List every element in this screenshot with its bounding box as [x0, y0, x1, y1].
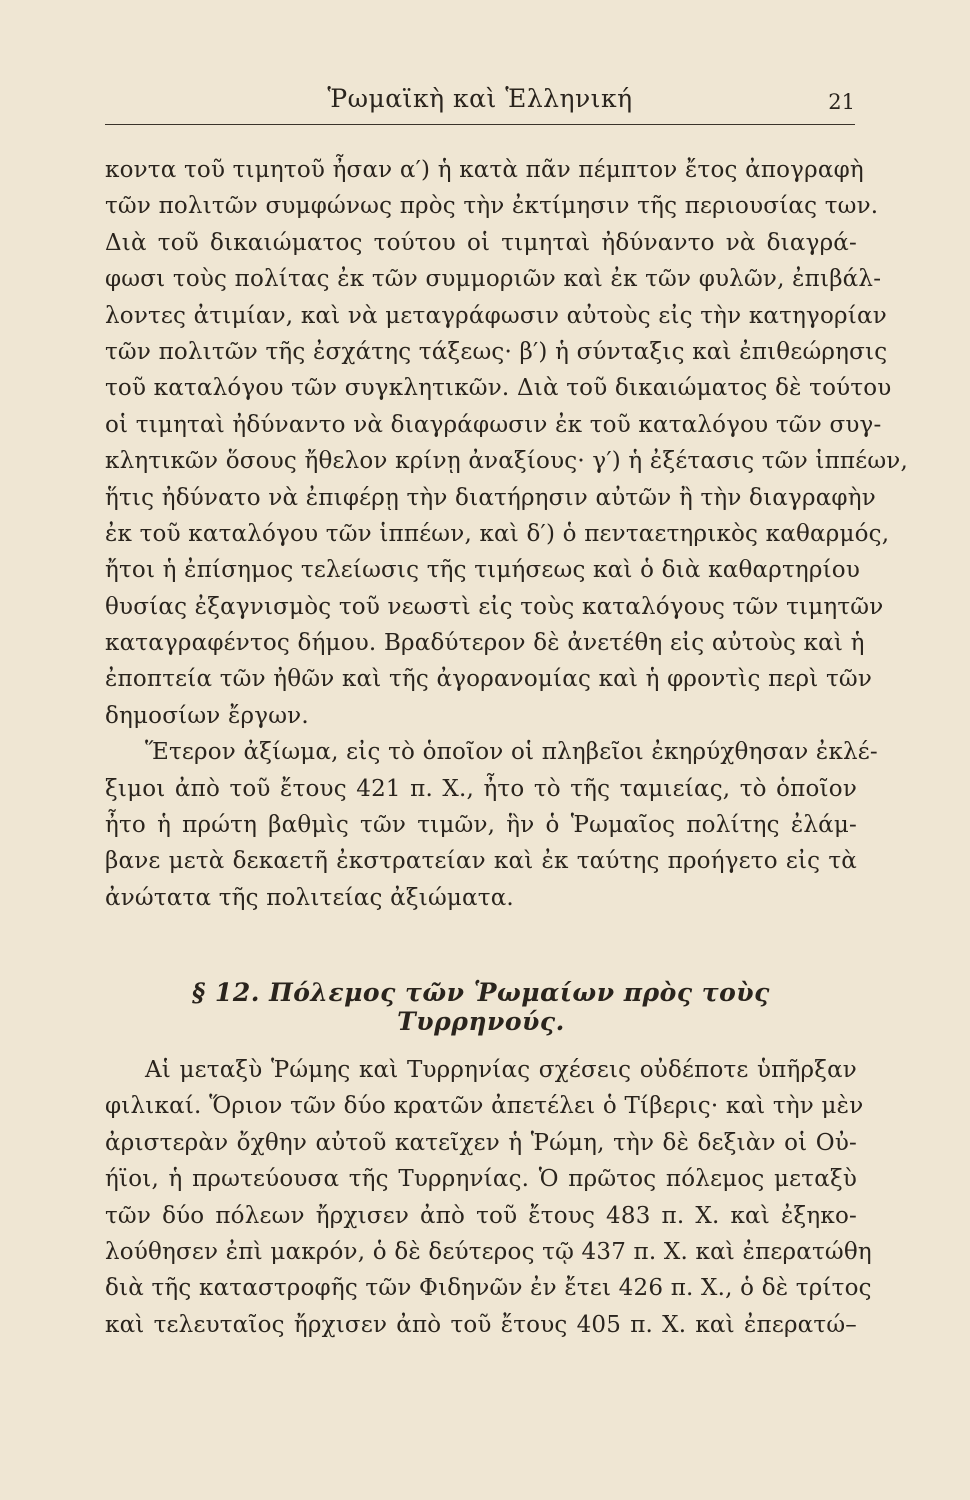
text-line: θυσίας ἐξαγνισμὸς τοῦ νεωστὶ εἰς τοὺς καταλόγους τῶν τιμητῶν — [105, 593, 884, 620]
text-line: ἥτις ἠδύνατο νὰ ἐπιφέρῃ τὴν διατήρησιν αὐτῶν ἢ τὴν διαγραφὴν — [105, 484, 876, 511]
text-line: ἦτο ἡ πρώτη βαθμὶς τῶν τιμῶν, ἣν ὁ Ῥωμαῖος πολίτης ἐλάμ- — [105, 812, 857, 839]
header-rule — [105, 124, 855, 125]
section-heading: § 12. Πόλεμος τῶν Ῥωμαίων πρὸς τοὺς Τυρρηνούς. — [192, 978, 770, 1036]
text-line: τοῦ καταλόγου τῶν συγκλητικῶν. Διὰ τοῦ δικαιώματος δὲ τούτου — [105, 375, 892, 402]
page-number: 21 — [828, 90, 855, 114]
text-line: κλητικῶν ὅσους ἤθελον κρίνῃ ἀναξίους· γ′) ἡ ἐξέτασις τῶν ἱππέων, — [105, 448, 908, 475]
running-title: Ῥωμαϊκὴ καὶ Ἑλληνική — [327, 84, 633, 113]
text-line: ήϊοι, ἡ πρωτεύουσα τῆς Τυρρηνίας. Ὁ πρῶτος πόλεμος μεταξὺ — [105, 1166, 857, 1193]
text-line: τῶν πολιτῶν τῆς ἐσχάτης τάξεως· β′) ἡ σύνταξις καὶ ἐπιθεώρησις — [105, 338, 888, 365]
text-line: Διὰ τοῦ δικαιώματος τούτου οἱ τιμηταὶ ἠδύναντο νὰ διαγρά- — [105, 229, 857, 256]
text-line: καταγραφέντος δήμου. Βραδύτερον δὲ ἀνετέθη εἰς αὐτοὺς καὶ ἡ — [105, 630, 865, 657]
text-line: Ἕτερον ἀξίωμα, εἰς τὸ ὁποῖον οἱ πληβεῖοι ἐκηρύχθησαν ἐκλέ- — [145, 739, 878, 766]
text-line: φιλικαί. Ὅριον τῶν δύο κρατῶν ἀπετέλει ὁ Τίβερις· καὶ τὴν μὲν — [105, 1093, 864, 1120]
text-line: ἐκ τοῦ καταλόγου τῶν ἱππέων, καὶ δ′) ὁ πενταετηρικὸς καθαρμός, — [105, 520, 890, 547]
text-line: φωσι τοὺς πολίτας ἐκ τῶν συμμοριῶν καὶ ἐκ τῶν φυλῶν, ἐπιβάλ- — [105, 266, 882, 293]
text-line: λοντες ἀτιμίαν, καὶ νὰ μεταγράφωσιν αὐτοὺς εἰς τὴν κατηγορίαν — [105, 302, 887, 329]
text-line: τῶν δύο πόλεων ἤρχισεν ἀπὸ τοῦ ἔτους 483 π. Χ. καὶ ἐξηκο- — [105, 1202, 857, 1229]
text-line: δημοσίων ἔργων. — [105, 702, 309, 729]
text-line: οἱ τιμηταὶ ἠδύναντο νὰ διαγράφωσιν ἐκ τοῦ καταλόγου τῶν συγ- — [105, 411, 882, 438]
text-line: ἐποπτεία τῶν ἠθῶν καὶ τῆς ἀγορανομίας καὶ ἡ φροντὶς περὶ τῶν — [105, 666, 873, 693]
text-line: τῶν πολιτῶν συμφώνως πρὸς τὴν ἐκτίμησιν τῆς περιουσίας των. — [105, 193, 879, 220]
text-line: λούθησεν ἐπὶ μακρόν, ὁ δὲ δεύτερος τῷ 437 π. Χ. καὶ ἐπερατώθη — [105, 1238, 872, 1265]
text-line: βανε μετὰ δεκαετῆ ἐκστρατείαν καὶ ἐκ ταύτης προήγετο εἰς τὰ — [105, 848, 857, 875]
text-line: ἀνώτατα τῆς πολιτείας ἀξιώματα. — [105, 884, 514, 911]
text-line: ἀριστερὰν ὄχθην αὐτοῦ κατεῖχεν ἡ Ῥώμη, τὴν δὲ δεξιὰν οἱ Οὐ- — [105, 1129, 857, 1156]
text-line: διὰ τῆς καταστροφῆς τῶν Φιδηνῶν ἐν ἔτει 426 π. Χ., ὁ δὲ τρίτος — [105, 1275, 872, 1302]
text-line: Αἱ μεταξὺ Ῥώμης καὶ Τυρρηνίας σχέσεις οὐδέποτε ὑπῆρξαν — [145, 1057, 857, 1083]
page-header — [105, 78, 855, 128]
text-line: ἤτοι ἡ ἐπίσημος τελείωσις τῆς τιμήσεως καὶ ὁ διὰ καθαρτηρίου — [105, 557, 861, 584]
text-line: ξιμοι ἀπὸ τοῦ ἔτους 421 π. Χ., ἦτο τὸ τῆς ταμιείας, τὸ ὁποῖον — [105, 775, 857, 802]
text-line: κοντα τοῦ τιμητοῦ ἦσαν α′) ἡ κατὰ πᾶν πέμπτον ἔτος ἀπογραφὴ — [105, 157, 864, 183]
paragraph-etruscan-war — [105, 1052, 872, 1343]
text-line: καὶ τελευταῖος ἤρχισεν ἀπὸ τοῦ ἔτους 405 π. Χ. καὶ ἐπερατώ– — [105, 1311, 857, 1338]
paragraph-censors-duties — [105, 152, 908, 916]
